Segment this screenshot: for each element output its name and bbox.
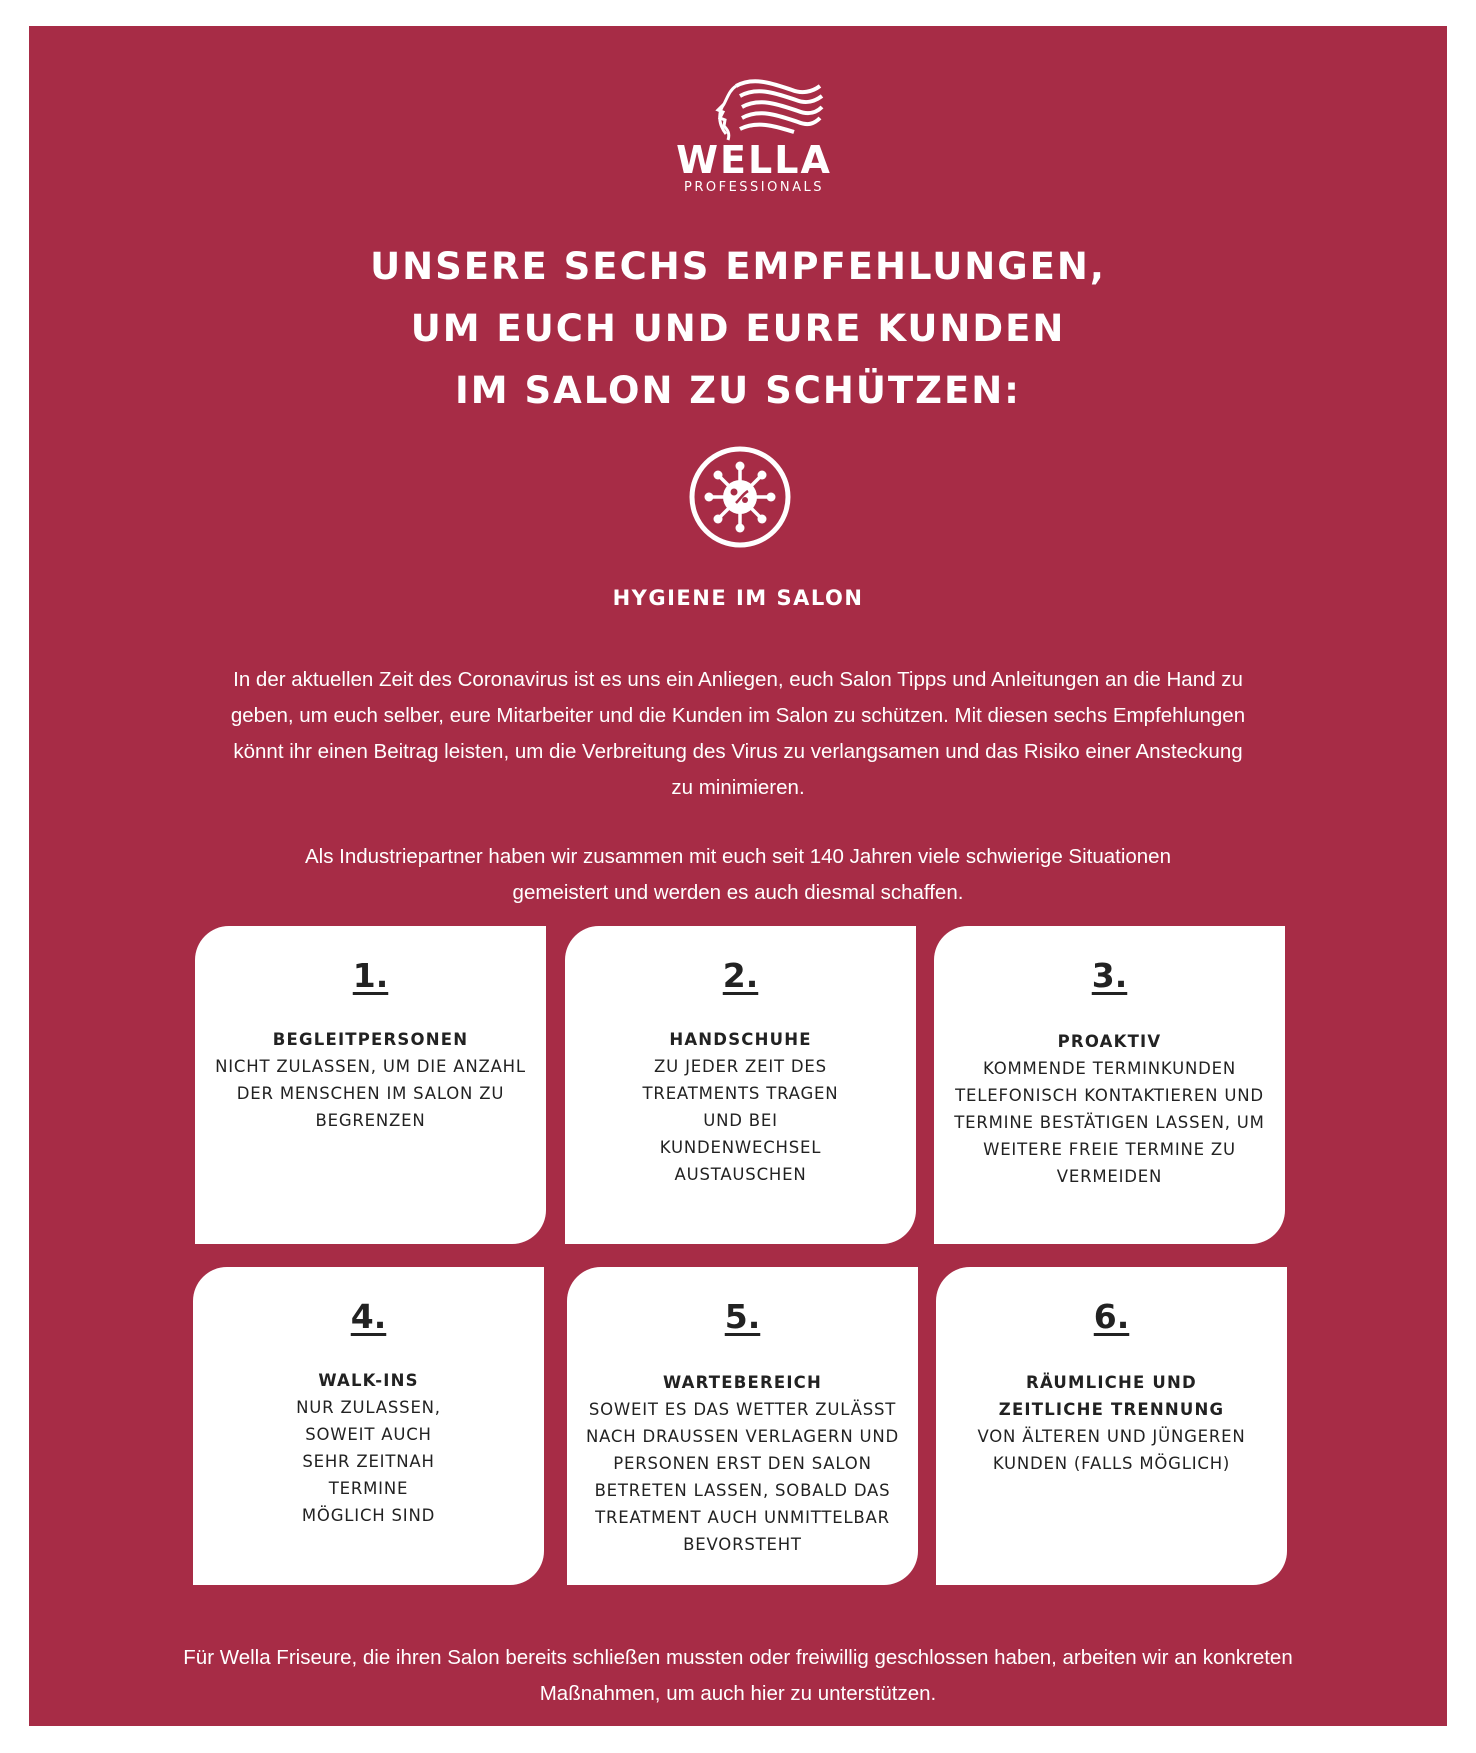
- hair-silhouette-icon: [684, 74, 824, 144]
- intro-paragraph-2: Als Industriepartner haben wir zusammen mit euch seit 140 Jahren viele schwierige Situationen gemeistert und werden es auch diesmal schaffen.: [304, 845, 1171, 904]
- card-title: RÄUMLICHE UND ZEITLICHE TRENNUNG: [998, 1373, 1225, 1419]
- card-title: WARTEBEREICH: [662, 1373, 822, 1392]
- recommendation-card-3: [934, 926, 1285, 1244]
- poster: [29, 26, 1447, 1726]
- brand-name: WELLA: [676, 138, 832, 182]
- recommendation-card-2: [565, 926, 916, 1244]
- card-number: 3.: [1091, 956, 1128, 995]
- card-title: PROAKTIV: [1057, 1032, 1162, 1051]
- footer-note: Für Wella Friseure, die ihren Salon bereits schließen mussten oder freiwillig geschlossen haben, arbeiten wir an konkreten Maßnahmen, um auch hier zu unterstützen.: [183, 1646, 1293, 1705]
- recommendation-card-4: [193, 1267, 544, 1585]
- recommendation-card-1: [195, 926, 546, 1244]
- virus-icon: [688, 445, 792, 549]
- headline-line: UM EUCH UND EURE KUNDEN: [410, 307, 1066, 350]
- section-label: HYGIENE IM SALON: [612, 586, 864, 610]
- wella-logo: [644, 74, 864, 214]
- recommendation-card-6: [936, 1267, 1287, 1585]
- page-title: [29, 236, 1447, 422]
- card-body: VON ÄLTEREN UND JÜNGEREN KUNDEN (FALLS MÖGLICH): [977, 1427, 1246, 1473]
- card-title: BEGLEITPERSONEN: [272, 1030, 469, 1049]
- card-body: SOWEIT ES DAS WETTER ZULÄSST NACH DRAUSSEN VERLAGERN UND PERSONEN ERST DEN SALON BETRETEN LASSEN, SOBALD DAS TREATMENT AUCH UNMITTELBAR BEVORSTEHT: [585, 1400, 900, 1554]
- card-number: 2.: [722, 956, 759, 995]
- card-number: 1.: [352, 956, 389, 995]
- card-title: WALK-INS: [318, 1371, 419, 1390]
- intro-paragraph: In der aktuellen Zeit des Coronavirus ist es uns ein Anliegen, euch Salon Tipps und Anleitungen an die Hand zu geben, um euch selber, eure Mitarbeiter und die Kunden im Salon zu schützen. Mit diesen sechs Empfehlungen könnt ihr einen Beitrag leisten, um die Verbreitung des Virus zu verlangsamen und das Risiko einer Ansteckung zu minimieren.: [230, 668, 1246, 799]
- recommendation-card-5: [567, 1267, 918, 1585]
- card-body: NICHT ZULASSEN, UM DIE ANZAHL DER MENSCHEN IM SALON ZU BEGRENZEN: [215, 1057, 526, 1130]
- card-number: 5.: [724, 1297, 761, 1336]
- headline-line: UNSERE SECHS EMPFEHLUNGEN,: [370, 245, 1106, 288]
- card-body: KOMMENDE TERMINKUNDEN TELEFONISCH KONTAKTIEREN UND TERMINE BESTÄTIGEN LASSEN, UM WEITERE FREIE TERMINE ZU VERMEIDEN: [954, 1059, 1265, 1186]
- card-title: HANDSCHUHE: [669, 1030, 812, 1049]
- card-body: ZU JEDER ZEIT DES TREATMENTS TRAGEN UND BEI KUNDENWECHSEL AUSTAUSCHEN: [642, 1057, 839, 1184]
- card-number: 6.: [1093, 1297, 1130, 1336]
- card-body: NUR ZULASSEN, SOWEIT AUCH SEHR ZEITNAH TERMINE MÖGLICH SIND: [296, 1398, 441, 1525]
- card-number: 4.: [350, 1297, 387, 1336]
- brand-subtitle: PROFESSIONALS: [684, 180, 824, 195]
- headline-line: IM SALON ZU SCHÜTZEN:: [455, 369, 1021, 412]
